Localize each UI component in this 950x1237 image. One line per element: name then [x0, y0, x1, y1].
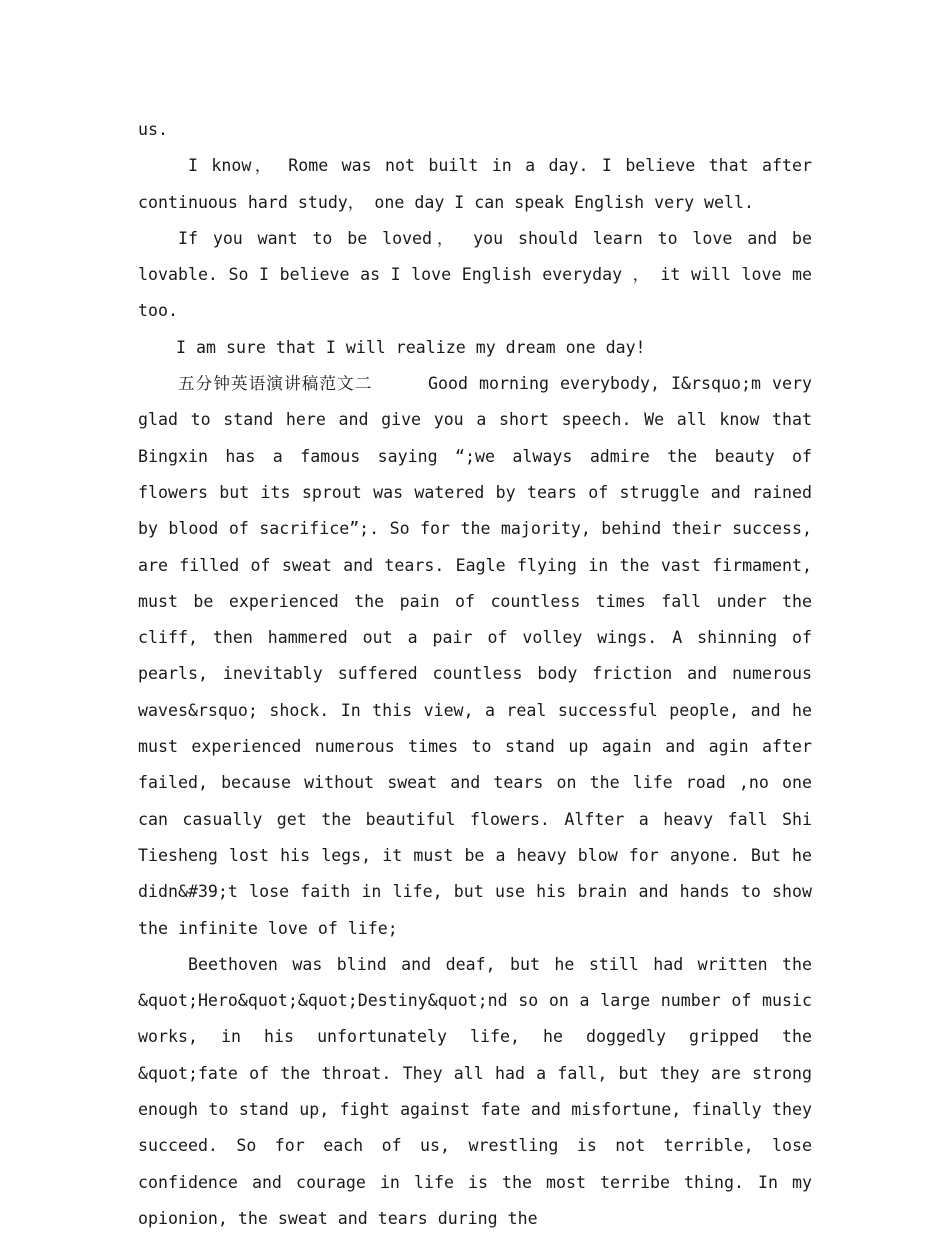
- document-body: [138, 112, 812, 1237]
- section-body: Good morning everybody, I&rsquo;m very glad to stand here and give you a short speech. We all know that Bingxin has a famous saying “;we always admire the beauty of flowers but its sprout was watered by tears of struggle and rained by blood of sacrifice”;. So for the majority, behind their success, are filled of sweat and tears. Eagle flying in the vast firmament, must be experienced the pain of countless times fall under the cliff, then hammered out a pair of volley wings. A shinning of pearls, inevitably suffered countless body friction and numerous waves&rsquo; shock. In this view, a real successful people, and he must experienced numerous times to stand up again and agin after failed, because without sweat and tears on the life road ,no one can casually get the beautiful flowers. Alfter a heavy fall Shi Tiesheng lost his legs, it must be a heavy blow for anyone. But he didn&#39;t lose faith in life, but use his brain and hands to show the infinite love of life;: [138, 374, 812, 938]
- paragraph-continuation: us.: [138, 120, 168, 139]
- paragraph-dream: I am sure that I will realize my dream one day!: [176, 337, 646, 357]
- paragraph-rome: I know， Rome was not built in a day. I believe that after continuous hard study， one day I can speak English very well.: [138, 156, 812, 212]
- section-heading: 五分钟英语演讲稿范文二: [178, 374, 373, 394]
- paragraph-speech-two: [138, 366, 812, 947]
- paragraph-beethoven: Beethoven was blind and deaf, but he still had written the &quot;Hero&quot;&quot;Destiny&quot;nd so on a large number of music works, in his unfortunately life, he doggedly gripped the &quot;fate of the throat. They all had a fall, but they are strong enough to stand up, fight against fate and misfortune, finally they succeed. So for each of us, wrestling is not terrible, lose confidence and courage in life is the most terribe thing. In my opionion, the sweat and tears during the: [138, 954, 812, 1228]
- paragraph-loved: If you want to be loved， you should learn to love and be lovable. So I believe as I love English everyday ， it will love me too.: [138, 228, 812, 321]
